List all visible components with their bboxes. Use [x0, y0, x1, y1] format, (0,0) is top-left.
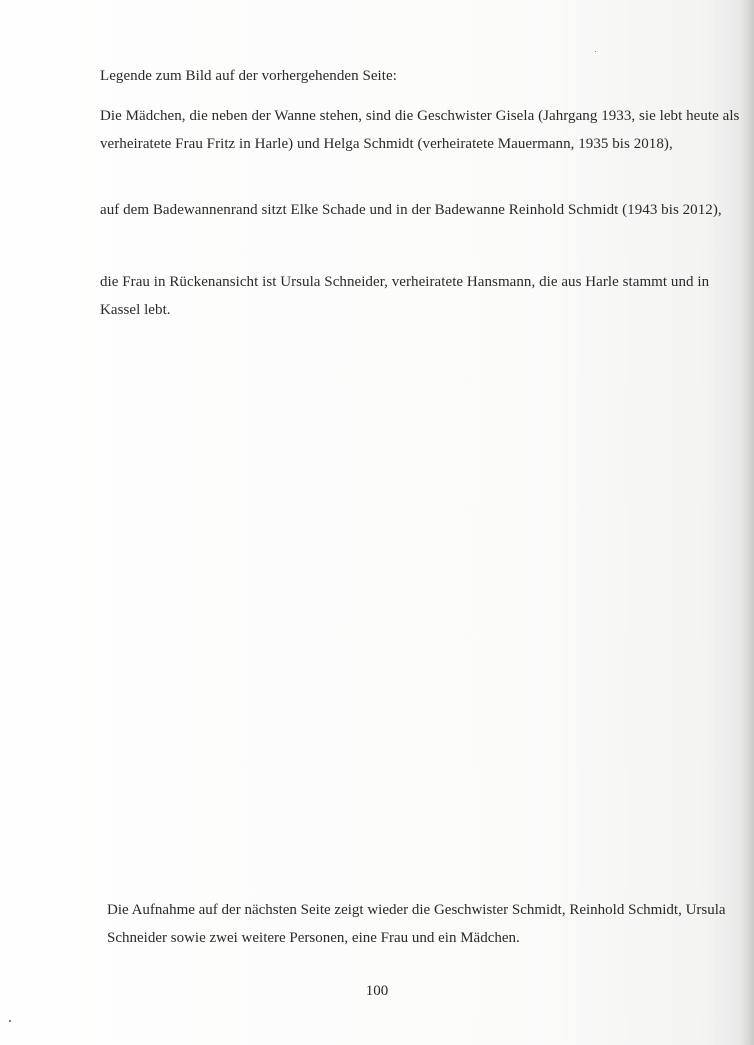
scan-speck — [9, 1020, 11, 1022]
legend-title — [100, 62, 745, 90]
next-page-note — [107, 896, 747, 952]
legend-paragraph-text: auf dem Badewannenrand sitzt Elke Schade und in der Badewanne Reinhold Schmidt (1943 bis 2012), — [100, 202, 722, 218]
next-page-note-text: Die Aufnahme auf der nächsten Seite zeigt wieder die Geschwister Schmidt, Reinhold Schmidt, Ursula Schneider sowie zwei weitere Personen, eine Frau und ein Mädchen. — [107, 902, 726, 946]
scan-speck — [595, 51, 596, 52]
legend-paragraph-1 — [100, 102, 745, 158]
legend-paragraph-text: Die Mädchen, die neben der Wanne stehen, sind die Geschwister Gisela (Jahrgang 1933, sie lebt heute als verheiratete Frau Fritz in Harle) und Helga Schmidt (verheiratete Mauermann, 1935 bis 2018), — [100, 108, 740, 152]
page-number: 100 — [365, 983, 389, 999]
legend-paragraph-3 — [100, 268, 745, 324]
legend-title-text: Legende zum Bild auf der vorhergehenden Seite: — [100, 68, 397, 84]
legend-paragraph-text: die Frau in Rückenansicht ist Ursula Schneider, verheiratete Hansmann, die aus Harle stammt und in Kassel lebt. — [100, 274, 710, 318]
legend-paragraph-2 — [100, 196, 745, 224]
